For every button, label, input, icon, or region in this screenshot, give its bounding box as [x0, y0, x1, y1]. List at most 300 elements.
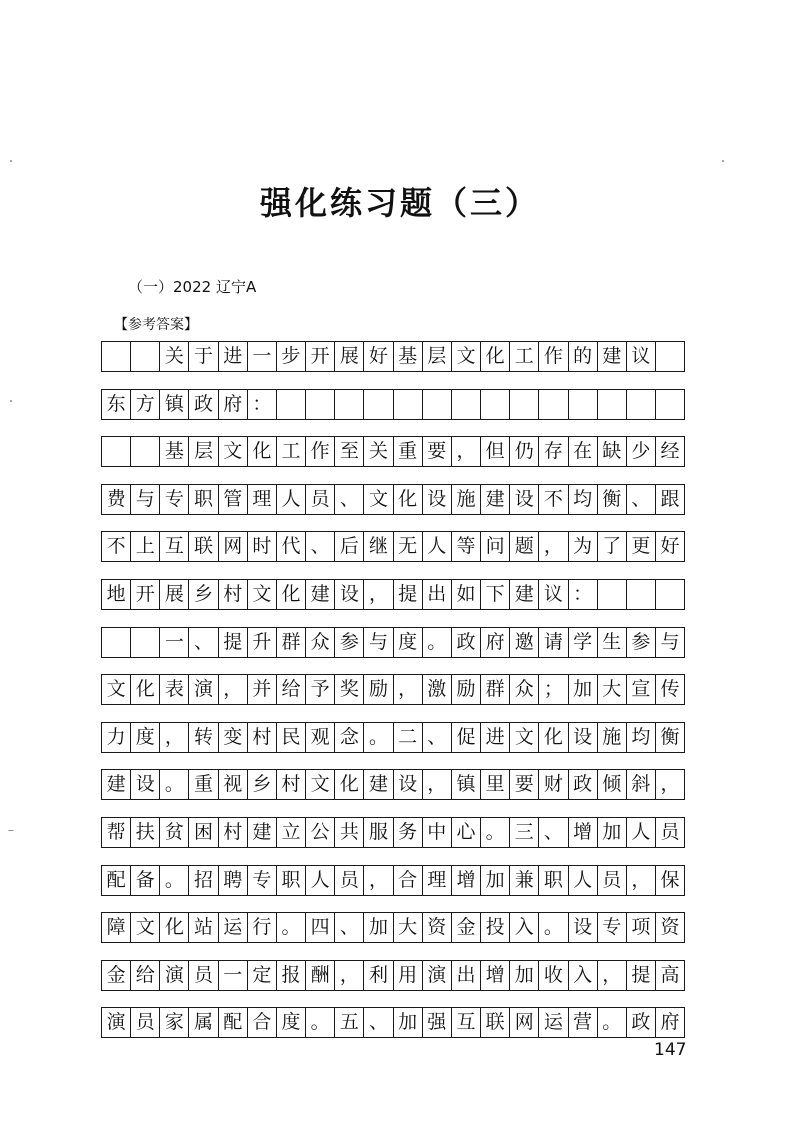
grid-cell: 更: [627, 532, 656, 561]
grid-cell: 政: [569, 770, 598, 799]
grid-cell: 参: [627, 628, 656, 657]
grid-cell: 工: [277, 437, 306, 466]
grid-cell: 入: [510, 913, 539, 942]
grid-cell: 代: [277, 532, 306, 561]
grid-cell: 设: [569, 913, 598, 942]
grid-cell: 进: [481, 723, 510, 752]
grid-cell: 备: [131, 866, 160, 895]
grid-cell: 群: [277, 628, 306, 657]
grid-row: [101, 960, 685, 991]
grid-cell: 增: [569, 818, 598, 847]
grid-cell: 设: [510, 485, 539, 514]
grid-cell: 投: [481, 913, 510, 942]
grid-cell: 于: [189, 342, 218, 371]
grid-cell: 设: [335, 580, 364, 609]
grid-cell: 费: [102, 485, 131, 514]
grid-cell: [423, 390, 452, 419]
grid-cell: [656, 390, 684, 419]
grid-cell: 学: [569, 628, 598, 657]
grid-cell: [131, 628, 160, 657]
grid-row: [101, 817, 685, 848]
grid-cell: 工: [510, 342, 539, 371]
grid-cell: 管: [219, 485, 248, 514]
grid-cell: ，: [160, 723, 189, 752]
grid-cell: 镇: [452, 770, 481, 799]
grid-cell: 增: [481, 961, 510, 990]
grid-cell: 员: [131, 1008, 160, 1037]
grid-cell: 出: [452, 961, 481, 990]
grid-cell: 题: [510, 532, 539, 561]
grid-cell: 建: [481, 485, 510, 514]
grid-cell: 员: [598, 866, 627, 895]
grid-cell: 报: [277, 961, 306, 990]
grid-row: [101, 627, 685, 658]
grid-cell: 政: [452, 628, 481, 657]
grid-cell: 建: [364, 770, 393, 799]
grid-cell: 基: [160, 437, 189, 466]
grid-cell: ，: [539, 532, 568, 561]
grid-cell: 网: [510, 1008, 539, 1037]
grid-cell: 乡: [189, 580, 218, 609]
grid-cell: [598, 390, 627, 419]
grid-cell: [627, 580, 656, 609]
grid-cell: 聘: [219, 866, 248, 895]
grid-cell: 励: [452, 675, 481, 704]
grid-cell: 配: [219, 1008, 248, 1037]
grid-cell: [277, 390, 306, 419]
grid-cell: 施: [598, 723, 627, 752]
grid-cell: 人: [423, 532, 452, 561]
grid-cell: 中: [423, 818, 452, 847]
grid-cell: 互: [452, 1008, 481, 1037]
grid-cell: 、: [364, 1008, 393, 1037]
grid-cell: 高: [660, 964, 680, 986]
grid-cell: 项: [627, 913, 656, 942]
grid-cell: [364, 390, 393, 419]
grid-cell: 演: [189, 675, 218, 704]
grid-cell: 众: [306, 628, 335, 657]
grid-cell: 设: [131, 770, 160, 799]
grid-cell: 互: [160, 532, 189, 561]
grid-cell: 人: [306, 866, 335, 895]
grid-cell: 设: [394, 770, 423, 799]
grid-cell: 均: [627, 723, 656, 752]
grid-cell: 帮: [102, 818, 131, 847]
grid-cell: 时: [248, 532, 277, 561]
grid-cell: 、: [335, 485, 364, 514]
grid-cell: 职: [539, 866, 568, 895]
grid-cell: 三: [510, 818, 539, 847]
grid-cell: ；: [539, 675, 568, 704]
grid-row: [101, 769, 685, 800]
grid-cell: 定: [248, 961, 277, 990]
grid-cell: 加: [364, 913, 393, 942]
grid-cell: 问: [481, 532, 510, 561]
grid-cell: ，: [598, 961, 627, 990]
grid-cell: [627, 390, 656, 419]
grid-cell: 公: [306, 818, 335, 847]
grid-cell: 观: [306, 723, 335, 752]
grid-cell: 加: [394, 1008, 423, 1037]
grid-cell: 经: [660, 440, 680, 462]
grid-cell: 五: [335, 1008, 364, 1037]
grid-cell: 运: [539, 1008, 568, 1037]
grid-cell: 仍: [510, 437, 539, 466]
grid-cell: 资: [660, 916, 680, 938]
grid-cell: 生: [598, 628, 627, 657]
grid-cell: 化: [394, 485, 423, 514]
grid-cell: 衡: [660, 726, 680, 748]
grid-cell: 跟: [660, 488, 680, 510]
grid-cell: [306, 390, 335, 419]
grid-cell: 运: [219, 913, 248, 942]
grid-cell: 扶: [131, 818, 160, 847]
grid-cell: 收: [539, 961, 568, 990]
grid-row: [101, 436, 685, 467]
grid-cell: [656, 342, 684, 371]
grid-cell: 大: [598, 675, 627, 704]
grid-cell: 为: [569, 532, 598, 561]
grid-cell: 予: [306, 675, 335, 704]
page-title: 强化练习题（三）: [259, 184, 540, 222]
grid-cell: 财: [539, 770, 568, 799]
grid-cell: 演: [423, 961, 452, 990]
grid-cell: 请: [539, 628, 568, 657]
grid-cell: 力: [102, 723, 131, 752]
grid-cell: [102, 437, 131, 466]
grid-cell: 至: [335, 437, 364, 466]
grid-cell: 建: [306, 580, 335, 609]
grid-cell: 提: [627, 961, 656, 990]
grid-cell: 合: [394, 866, 423, 895]
grid-cell: 存: [539, 437, 568, 466]
grid-cell: 衡: [598, 485, 627, 514]
grid-cell: ，: [219, 675, 248, 704]
page-number: 147: [654, 1040, 687, 1060]
grid-cell: 文: [364, 485, 393, 514]
grid-cell: 立: [277, 818, 306, 847]
grid-cell: 作: [539, 342, 568, 371]
grid-cell: 职: [189, 485, 218, 514]
grid-cell: 继: [364, 532, 393, 561]
grid-cell: 家: [160, 1008, 189, 1037]
grid-cell: 用: [394, 961, 423, 990]
grid-cell: 乡: [248, 770, 277, 799]
grid-cell: 给: [277, 675, 306, 704]
grid-cell: 建: [248, 818, 277, 847]
grid-cell: [569, 390, 598, 419]
grid-cell: ，: [423, 770, 452, 799]
grid-cell: 、: [189, 628, 218, 657]
grid-cell: 员: [660, 821, 680, 843]
grid-cell: 贫: [160, 818, 189, 847]
grid-cell: 合: [248, 1008, 277, 1037]
grid-cell: 镇: [160, 390, 189, 419]
grid-cell: 度: [131, 723, 160, 752]
grid-cell: 府: [660, 1011, 680, 1033]
grid-cell: 一: [160, 628, 189, 657]
grid-cell: [481, 390, 510, 419]
grid-cell: 服: [364, 818, 393, 847]
grid-cell: 议: [627, 342, 656, 371]
grid-cell: 加: [510, 961, 539, 990]
grid-cell: 化: [277, 580, 306, 609]
grid-cell: 激: [423, 675, 452, 704]
grid-cell: 斜: [627, 770, 656, 799]
grid-cell: 村: [219, 818, 248, 847]
grid-cell: 转: [189, 723, 218, 752]
grid-cell: 员: [306, 485, 335, 514]
grid-row: [101, 1007, 685, 1038]
grid-cell: 文: [102, 675, 131, 704]
grid-cell: 。: [306, 1008, 335, 1037]
grid-cell: 展: [335, 342, 364, 371]
grid-cell: 视: [219, 770, 248, 799]
grid-cell: 地: [102, 580, 131, 609]
grid-cell: 建: [102, 770, 131, 799]
grid-cell: 营: [569, 1008, 598, 1037]
grid-cell: 度: [394, 628, 423, 657]
grid-cell: ：: [248, 390, 277, 419]
grid-cell: 但: [481, 437, 510, 466]
grid-cell: 提: [219, 628, 248, 657]
grid-cell: 配: [102, 866, 131, 895]
grid-cell: 困: [189, 818, 218, 847]
grid-cell: 人: [569, 866, 598, 895]
grid-cell: 资: [423, 913, 452, 942]
answer-label: 【参考答案】: [114, 317, 198, 333]
grid-cell: 开: [306, 342, 335, 371]
grid-cell: 文: [131, 913, 160, 942]
grid-cell: 共: [335, 818, 364, 847]
grid-cell: 府: [219, 390, 248, 419]
grid-row: [101, 722, 685, 753]
grid-cell: 要: [423, 437, 452, 466]
grid-cell: 增: [452, 866, 481, 895]
grid-row: [101, 674, 685, 705]
grid-cell: 。: [277, 913, 306, 942]
grid-cell: 东: [102, 390, 131, 419]
grid-cell: 心: [452, 818, 481, 847]
grid-cell: 不: [102, 532, 131, 561]
grid-cell: 议: [539, 580, 568, 609]
grid-cell: [598, 580, 627, 609]
grid-cell: 招: [189, 866, 218, 895]
grid-cell: 属: [189, 1008, 218, 1037]
grid-cell: 重: [394, 437, 423, 466]
grid-cell: 二: [394, 723, 423, 752]
grid-cell: ，: [394, 675, 423, 704]
grid-cell: 、: [423, 723, 452, 752]
grid-cell: 的: [569, 342, 598, 371]
grid-row: [101, 341, 685, 372]
grid-cell: 无: [394, 532, 423, 561]
grid-cell: 缺: [598, 437, 627, 466]
grid-cell: 表: [160, 675, 189, 704]
grid-cell: 府: [481, 628, 510, 657]
grid-cell: 化: [160, 913, 189, 942]
grid-cell: 如: [452, 580, 481, 609]
grid-cell: 理: [248, 485, 277, 514]
grid-cell: 人: [277, 485, 306, 514]
grid-cell: 大: [394, 913, 423, 942]
grid-cell: 层: [423, 342, 452, 371]
grid-cell: [102, 628, 131, 657]
grid-cell: 。: [423, 628, 452, 657]
grid-cell: 设: [569, 723, 598, 752]
grid-cell: 重: [189, 770, 218, 799]
grid-cell: 奖: [335, 675, 364, 704]
grid-cell: 均: [569, 485, 598, 514]
grid-cell: 施: [452, 485, 481, 514]
grid-cell: 。: [539, 913, 568, 942]
grid-cell: 障: [102, 913, 131, 942]
grid-cell: 网: [219, 532, 248, 561]
grid-cell: 出: [423, 580, 452, 609]
grid-cell: 站: [189, 913, 218, 942]
grid-cell: 保: [660, 869, 680, 891]
grid-cell: 。: [598, 1008, 627, 1037]
grid-cell: 化: [335, 770, 364, 799]
grid-cell: 务: [394, 818, 423, 847]
grid-cell: 后: [335, 532, 364, 561]
grid-row: [101, 912, 685, 943]
scan-speck: [722, 160, 724, 162]
grid-cell: 等: [452, 532, 481, 561]
grid-cell: 村: [248, 723, 277, 752]
grid-cell: 。: [160, 866, 189, 895]
grid-cell: [452, 390, 481, 419]
grid-cell: 给: [131, 961, 160, 990]
grid-cell: [656, 580, 684, 609]
grid-cell: 文: [452, 342, 481, 371]
grid-row: [101, 531, 685, 562]
grid-cell: 下: [481, 580, 510, 609]
grid-cell: 一: [219, 961, 248, 990]
grid-cell: 与: [660, 631, 680, 653]
grid-cell: 。: [160, 770, 189, 799]
grid-cell: 理: [423, 866, 452, 895]
grid-cell: 。: [481, 818, 510, 847]
grid-cell: [335, 390, 364, 419]
grid-cell: 。: [364, 723, 393, 752]
grid-cell: 村: [277, 770, 306, 799]
grid-cell: 入: [569, 961, 598, 990]
grid-row: [101, 865, 685, 896]
grid-cell: ，: [660, 773, 680, 795]
grid-cell: 一: [248, 342, 277, 371]
grid-cell: 四: [306, 913, 335, 942]
grid-cell: 众: [510, 675, 539, 704]
grid-cell: [539, 390, 568, 419]
grid-cell: 兼: [510, 866, 539, 895]
grid-cell: 利: [364, 961, 393, 990]
grid-cell: 员: [189, 961, 218, 990]
grid-cell: 、: [335, 913, 364, 942]
grid-cell: 金: [452, 913, 481, 942]
grid-cell: 加: [481, 866, 510, 895]
grid-cell: 、: [306, 532, 335, 561]
grid-cell: 关: [160, 342, 189, 371]
grid-cell: 少: [627, 437, 656, 466]
grid-cell: 参: [335, 628, 364, 657]
grid-cell: 传: [660, 678, 680, 700]
section-heading: （一）2022 辽宁A: [128, 278, 257, 296]
grid-cell: 、: [627, 485, 656, 514]
grid-cell: 里: [481, 770, 510, 799]
grid-cell: 念: [335, 723, 364, 752]
grid-cell: 化: [481, 342, 510, 371]
grid-cell: 不: [539, 485, 568, 514]
grid-cell: [394, 390, 423, 419]
grid-cell: 文: [306, 770, 335, 799]
grid-cell: 村: [219, 580, 248, 609]
grid-cell: 政: [189, 390, 218, 419]
grid-cell: 政: [627, 1008, 656, 1037]
grid-cell: 化: [248, 437, 277, 466]
grid-cell: 度: [277, 1008, 306, 1037]
grid-cell: 设: [423, 485, 452, 514]
grid-cell: 宣: [627, 675, 656, 704]
grid-row: [101, 484, 685, 515]
grid-cell: 方: [131, 390, 160, 419]
grid-row: [101, 389, 685, 420]
grid-cell: 变: [219, 723, 248, 752]
grid-cell: 促: [452, 723, 481, 752]
grid-cell: 升: [248, 628, 277, 657]
grid-cell: 建: [510, 580, 539, 609]
grid-cell: 好: [660, 535, 680, 557]
grid-cell: ，: [335, 961, 364, 990]
grid-cell: 展: [160, 580, 189, 609]
grid-cell: 人: [627, 818, 656, 847]
grid-cell: 作: [306, 437, 335, 466]
grid-cell: 加: [598, 818, 627, 847]
grid-cell: 要: [510, 770, 539, 799]
grid-cell: 层: [189, 437, 218, 466]
grid-cell: 演: [160, 961, 189, 990]
grid-cell: 酬: [306, 961, 335, 990]
grid-cell: 邀: [510, 628, 539, 657]
grid-cell: 专: [598, 913, 627, 942]
grid-cell: 民: [277, 723, 306, 752]
grid-cell: ，: [364, 866, 393, 895]
grid-cell: 步: [277, 342, 306, 371]
scan-speck: [8, 830, 14, 831]
grid-cell: 上: [131, 532, 160, 561]
grid-cell: 在: [569, 437, 598, 466]
grid-cell: 励: [364, 675, 393, 704]
grid-cell: 专: [160, 485, 189, 514]
grid-cell: 文: [219, 437, 248, 466]
grid-cell: [102, 342, 131, 371]
grid-cell: 与: [364, 628, 393, 657]
grid-cell: 化: [539, 723, 568, 752]
grid-cell: 与: [131, 485, 160, 514]
grid-cell: 职: [277, 866, 306, 895]
grid-cell: 进: [219, 342, 248, 371]
grid-cell: 金: [102, 961, 131, 990]
grid-cell: 并: [248, 675, 277, 704]
grid-cell: 好: [364, 342, 393, 371]
grid-cell: [510, 390, 539, 419]
grid-cell: 强: [423, 1008, 452, 1037]
grid-cell: 提: [394, 580, 423, 609]
scan-speck: [10, 400, 12, 402]
grid-cell: ：: [569, 580, 598, 609]
grid-cell: 倾: [598, 770, 627, 799]
grid-cell: 了: [598, 532, 627, 561]
